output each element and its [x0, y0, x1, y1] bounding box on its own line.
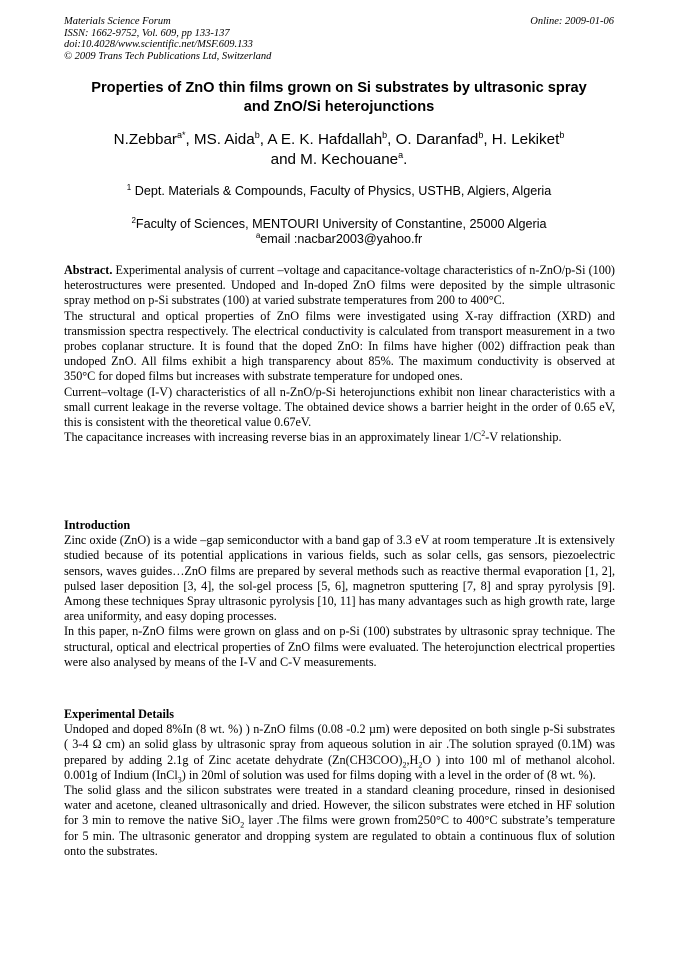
author-affil: a*: [176, 129, 186, 140]
author-affil: b: [478, 129, 484, 140]
subscript: 2: [402, 760, 407, 770]
abstract-text: Experimental analysis of current –voltage and capacitance-voltage characteristics of n-ZnO/p-Si (100) heterostructures were presented. Undoped and In-doped ZnO films were deposited by the simple ultrasonic spray method on p-Si substrates (100) at varied substrate temperatures from 200 to 400°C.: [64, 263, 615, 308]
abstract-p2: The structural and optical properties of ZnO films were investigated using X-ray diffraction (XRD) and transmission spectra respectively. The electrical conductivity is calculated from transport measurement in a two probes coplanar structure. It is found that the doped ZnO: In films have higher (002) diffraction peak than undoped ZnO. All films exhibit a high transparency about 85%. The maximum conductivity is observed at 350°C for doped films but increases with substrate temperature for undoped ones.: [64, 308, 615, 384]
issn: ISSN: 1662-9752, Vol. 609, pp 133-137: [64, 27, 230, 39]
affiliation-2: [40, 217, 638, 232]
abstract-section: [64, 263, 615, 445]
experimental-p2: [64, 783, 615, 859]
author-list: [40, 130, 638, 169]
contact-email: [40, 232, 638, 247]
abstract-text: -V relationship.: [485, 430, 562, 445]
title-line-1: Properties of ZnO thin films grown on Si substrates by ultrasonic spray: [91, 80, 587, 96]
author-name: , A E. K. Hafdallah: [259, 131, 383, 148]
author-affil: b: [559, 129, 565, 140]
author-name: , O. Daranfad: [387, 131, 479, 148]
affil-number: 2: [131, 215, 136, 225]
affil-text: Faculty of Sciences, MENTOURI University of Constantine, 25000 Algeria: [135, 217, 547, 231]
journal-header: [64, 16, 271, 62]
experimental-heading: Experimental Details: [64, 707, 175, 721]
online-date: Online: 2009-01-06: [530, 16, 614, 27]
introduction-section: [64, 518, 615, 670]
authors-line-1: [40, 130, 638, 150]
email-sup: a: [255, 230, 261, 240]
author-name: and M. Kechouane: [270, 150, 399, 168]
body-text: Undoped and doped 8%In (8 wt. %) ) n-ZnO films (0.08 -0.2 µm) were deposited on both single p-Si substrates ( 3-4 Ω cm) an solid glass by ultrasonic spray from aqueous solution in air .The solution sprayed (0.1M) was prepared by adding 2.1g of Zinc acetate dehydrate (Zn(CH3COO): [64, 722, 615, 767]
affiliation-1: [40, 184, 638, 199]
author-name: N.Zebbar: [113, 131, 177, 148]
subscript: 2: [240, 820, 245, 830]
experimental-p1: [64, 722, 615, 783]
doi: doi:10.4028/www.scientific.net/MSF.609.133: [64, 39, 253, 50]
abstract-p4: [64, 430, 615, 445]
experimental-section: [64, 707, 615, 859]
introduction-p2: In this paper, n-ZnO films were grown on glass and on p-Si (100) substrates by ultrasonic spray technique. The structural, optical and electrical properties of ZnO films were evaluated. The heterojunction electrical properties were also analysed by means of the I-V and C-V measurements.: [64, 624, 615, 669]
journal-name: Materials Science Forum: [64, 16, 171, 27]
body-text: ,H: [406, 752, 419, 767]
introduction-p1: Zinc oxide (ZnO) is a wide –gap semiconductor with a band gap of 3.3 eV at room temperature .It is extensively studied because of its potential applications in various fields, such as solar cells, gas sensors, piezoelectric sensors, waves guides…ZnO films are prepared by several methods such as reactive thermal evaporation [1, 2], pulsed laser deposition [3, 4], the sol-gel process [5, 6], magnetron sputtering [7, 8] and spray pyrolysis [9]. Among these techniques Spray ultrasonic pyrolysis [10, 11] has many advantages such as high growth rate, large area uniformity, and easy doping processes.: [64, 533, 615, 624]
abstract-p3: Current–voltage (I-V) characteristics of all n-ZnO/p-Si heterojunctions exhibit non linear characteristics with a small current leakage in the reverse voltage. The obtained device shows a barrier height in the order of 0.65 eV, this is consistent with the theoretical value 0.67eV.: [64, 384, 615, 430]
abstract-p1: [64, 263, 615, 309]
author-name: , MS. Aida: [185, 131, 255, 148]
subscript: 2: [418, 760, 423, 770]
abstract-text: The capacitance increases with increasing reverse bias in an approximately linear 1/C: [64, 430, 482, 445]
authors-line-2: [40, 150, 638, 170]
author-affil: a: [398, 149, 404, 160]
author-affil: b: [254, 129, 260, 140]
copyright: © 2009 Trans Tech Publications Ltd, Switzerland: [64, 50, 272, 62]
title-line-2: and ZnO/Si heterojunctions: [243, 99, 435, 115]
affil-text: Dept. Materials & Compounds, Faculty of Physics, USTHB, Algiers, Algeria: [131, 184, 552, 198]
paper-title: [60, 79, 618, 117]
body-text: The solid glass and the silicon substrates were treated in a standard cleaning procedure, rinsed in desionised water and acetone, cleaned ultrasonically and dried. However, the silicon substrates were etched in HF solution for 3 min to remove the native SiO: [64, 783, 615, 828]
author-end: .: [403, 150, 408, 168]
affil-number: 1: [126, 182, 132, 192]
abstract-label: Abstract.: [64, 263, 113, 277]
superscript: 2: [481, 429, 486, 439]
body-text: O ) into 100 ml of methanol alcohol. 0.001g of Indium (InCl: [64, 752, 616, 782]
email-text: email :nacbar2003@yahoo.fr: [260, 232, 423, 246]
body-text: layer .The films were grown from250°C to 400°C substrate’s temperature for 5 min. The ultrasonic generator and dropping system are regulated to obtain a continuous flux of solution onto the substrates.: [64, 813, 615, 858]
author-affil: b: [382, 129, 388, 140]
body-text: ) in 20ml of solution was used for films doping with a level in the order of (8 wt. %).: [181, 767, 596, 782]
subscript: 3: [177, 775, 182, 785]
introduction-heading: Introduction: [64, 518, 131, 532]
author-name: , H. Lekiket: [483, 131, 560, 148]
